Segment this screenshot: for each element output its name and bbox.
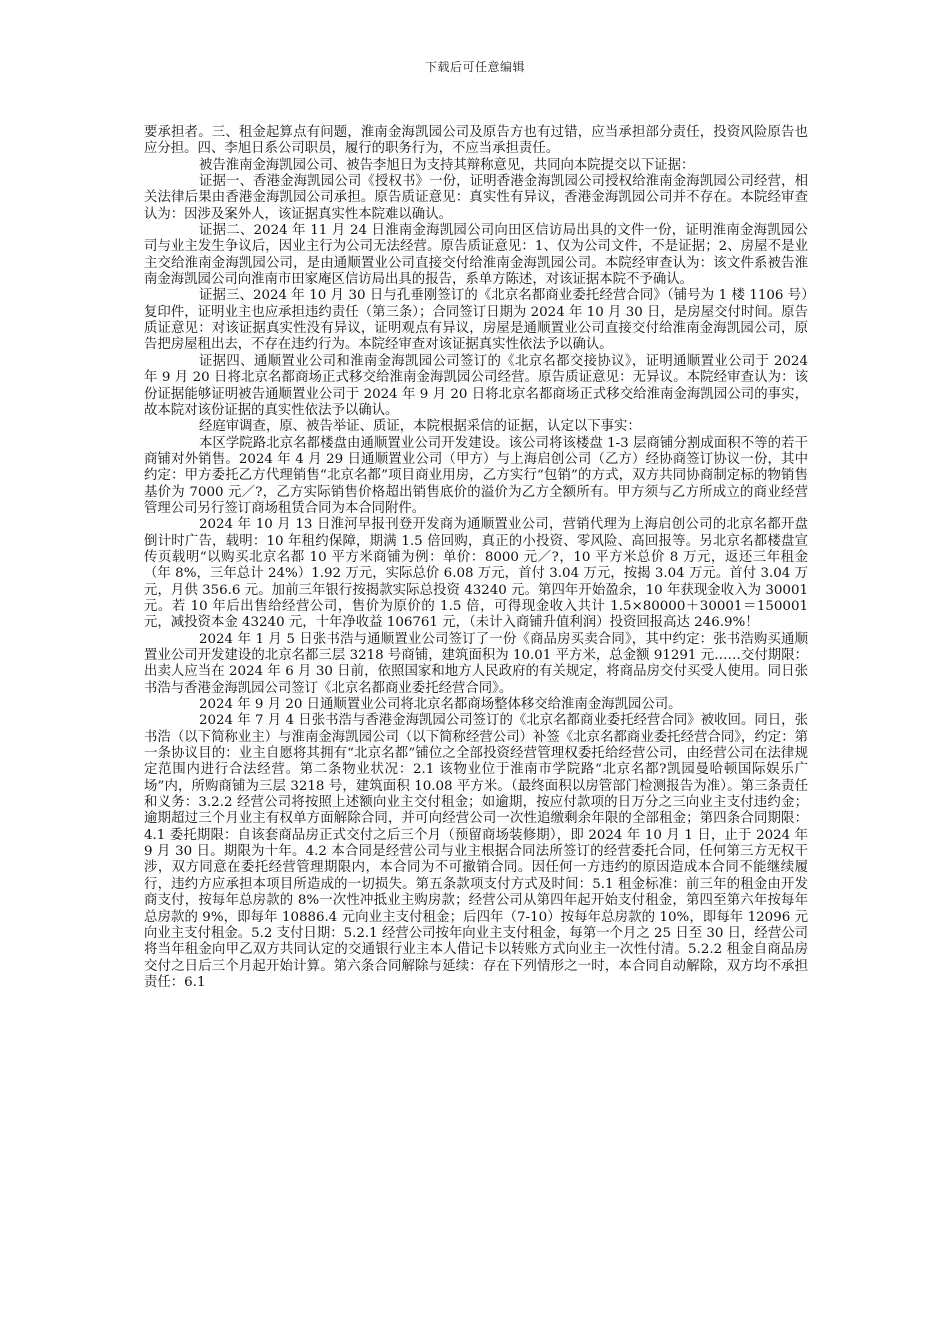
paragraph: 2024 年 9 月 20 日通顺置业公司将北京名都商场整体移交给淮南金海凯园公司。 — [198, 697, 682, 713]
paragraph: 要承担者。三、租金起算点有问题，淮南金海凯园公司及原告方也有过错，应当承担部分责任，投资风险原告也应分担。四、李旭日系公司职员，履行的职务行为，不应当承担责任。 — [144, 125, 808, 157]
paragraph: 2024 年 10 月 13 日淮河早报刊登开发商为通顺置业公司，营销代理为上海启创公司的北京名都开盘倒计时广告，载明：10 年租约保障，期满 1.5 倍回购，真正的小投资、零风险、高回报等。另北京名都楼盘宣传页载明“以购买北京名都 10 平方米商铺为例：单价：8000 元／?，10 平方米总价 8 万元，返还三年租金（年 8%，三年总计 24%）1.92 万元，实际总价 6.08 万元，首付 3.04 万元，按揭 3.04 万元。首付 3.04 万元，月供 356.6 元。加前三年银行按揭款实际总投资 43240 元。第四年开始盈余，10 年获现金收入为 30001 元。若 10 年后出售给经营公司，售价为原价的 1.5 倍，可得现金收入共计 1.5×80000＋30001＝150001 元，减投资本金 43240 元，十年净收益 106761 元，（未计入商铺升值利润）投资回报高达 246.9%！ — [144, 517, 808, 631]
paragraph: 证据二、2024 年 11 月 24 日淮南金海凯园公司向田区信访局出具的文件一份，证明淮南金海凯园公司与业主发生争议后，因业主行为公司无法经营。原告质证意见：1、仅为公司文件，不是证据；2、房屋不是业主交给淮南金海凯园公司，是由通顺置业公司直接交付给淮南金海凯园公司。本院经审查认为：该文件系被告淮南金海凯园公司向淮南市田家庵区信访局出具的报告，系单方陈述，对该证据本院不予确认。 — [144, 223, 808, 288]
paragraph: 证据一、香港金海凯园公司《授权书》一份，证明香港金海凯园公司授权给淮南金海凯园公司经营，相关法律后果由香港金海凯园公司承担。原告质证意见：真实性有异议，香港金海凯园公司并不存在。本院经审查认为：因涉及案外人，该证据真实性本院难以确认。 — [144, 174, 808, 222]
page-header: 下载后可任意编辑 — [424, 60, 525, 74]
paragraph: 证据三、2024 年 10 月 30 日与孔垂刚签订的《北京名都商业委托经营合同》（铺号为 1 楼 1106 号）复印件，证明业主也应承担违约责任（第三条）；合同签订日期为 2024 年 10 月 30 日，是房屋交付时间。原告质证意见：对该证据真实性没有异议，证明观点有异议，房屋是通顺置业公司直接交付给淮南金海凯园公司，原告把房屋租出去，不存在违约行为。本院经审查对该证据真实性依法予以确认。 — [144, 288, 808, 353]
document-body — [144, 125, 808, 991]
paragraph: 2024 年 1 月 5 日张书浩与通顺置业公司签订了一份《商品房买卖合同》，其中约定：张书浩购买通顺置业公司开发建设的北京名都三层 3218 号商铺，建筑面积为 10.01 平方米，总金额 91291 元……交付期限：出卖人应当在 2024 年 6 月 30 日前，依照国家和地方人民政府的有关规定，将商品房交付买受人使用。同日张书浩与香港金海凯园公司签订《北京名都商业委托经营合同》。 — [144, 631, 808, 696]
paragraph: 经庭审调查，原、被告举证、质证，本院根据采信的证据，认定以下事实： — [198, 419, 641, 435]
paragraph: 本区学院路北京名都楼盘由通顺置业公司开发建设。该公司将该楼盘 1-3 层商铺分割成面积不等的若干商铺对外销售。2024 年 4 月 29 日通顺置业公司（甲方）与上海启创公司（乙方）经协商签订协议一份，其中约定：甲方委托乙方代理销售“北京名都”项目商业用房，乙方实行“包销”的方式，双方共同协商制定标的物销售基价为 7000 元／?，乙方实际销售价格超出销售底价的溢价为乙方全额所有。甲方须与乙方所成立的商业经营管理公司另行签订商场租赁合同为本合同附件。 — [144, 435, 808, 516]
paragraph: 证据四、通顺置业公司和淮南金海凯园公司签订的《北京名都交接协议》，证明通顺置业公司于 2024 年 9 月 20 日将北京名都商场正式移交给淮南金海凯园公司经营。原告质证意见：无异议。本院经审查认为：该份证据能够证明被告通顺置业公司于 2024 年 9 月 20 日将北京名都商场正式移交给淮南金海凯园公司的事实，故本院对该份证据的真实性依法予以确认。 — [144, 353, 808, 418]
paragraph: 被告淮南金海凯园公司、被告李旭日为支持其辩称意见，共同向本院提交以下证据： — [198, 157, 695, 173]
paragraph: 2024 年 7 月 4 日张书浩与香港金海凯园公司签订的《北京名都商业委托经营合同》被收回。同日，张书浩（以下简称业主）与淮南金海凯园公司（以下简称经营公司）补签《北京名都商业委托经营合同》，约定：第一条协议目的：业主自愿将其拥有“北京名都”铺位之全部投资经营管理权委托给经营公司，由经营公司在法律规定范围内进行合法经营。第二条物业状况：2.1 该物业位于淮南市学院路“北京名都?凯园曼哈顿国际娱乐广场”内，所购商铺为三层 3218 号，建筑面积 10.08 平方米。（最终面积以房管部门检测报告为准）。第三条责任和义务：3.2.2 经营公司将按照上述额向业主交付租金；如逾期，按应付款项的日万分之三向业主支付违约金；逾期超过三个月业主有权单方面解除合同，并可向经营公司一次性追缴剩余年限的全部租金；第四条合同期限：4.1 委托期限：自该套商品房正式交付之后三个月（预留商场装修期），即 2024 年 10 月 1 日，止于 2024 年 9 月 30 日。期限为十年。4.2 本合同是经营公司与业主根据合同法所签订的经营委托合同，任何第三方无权干涉，双方同意在委托经营管理期限内，本合同为不可撤销合同。因任何一方违约的原因造成本合同不能继续履行，违约方应承担本项目所造成的一切损失。第五条款项支付方式及时间：5.1 租金标准：前三年的租金由开发商支付，按每年总房款的 8%一次性冲抵业主购房款；经营公司从第四年起开始支付租金，第四至第六年按每年总房款的 9%，即每年 10886.4 元向业主支付租金；后四年（7-10）按每年总房款的 10%，即每年 12096 元向业主支付租金。5.2 支付日期：5.2.1 经营公司按年向业主支付租金，每第一个月之 25 日至 30 日，经营公司将当年租金向甲乙双方共同认定的交通银行业主本人借记卡以转账方式向业主一次性付清。5.2.2 租金自商品房交付之日后三个月起开始计算。第六条合同解除与延续：存在下列情形之一时，本合同自动解除，双方均不承担责任：6.1 — [144, 713, 808, 990]
